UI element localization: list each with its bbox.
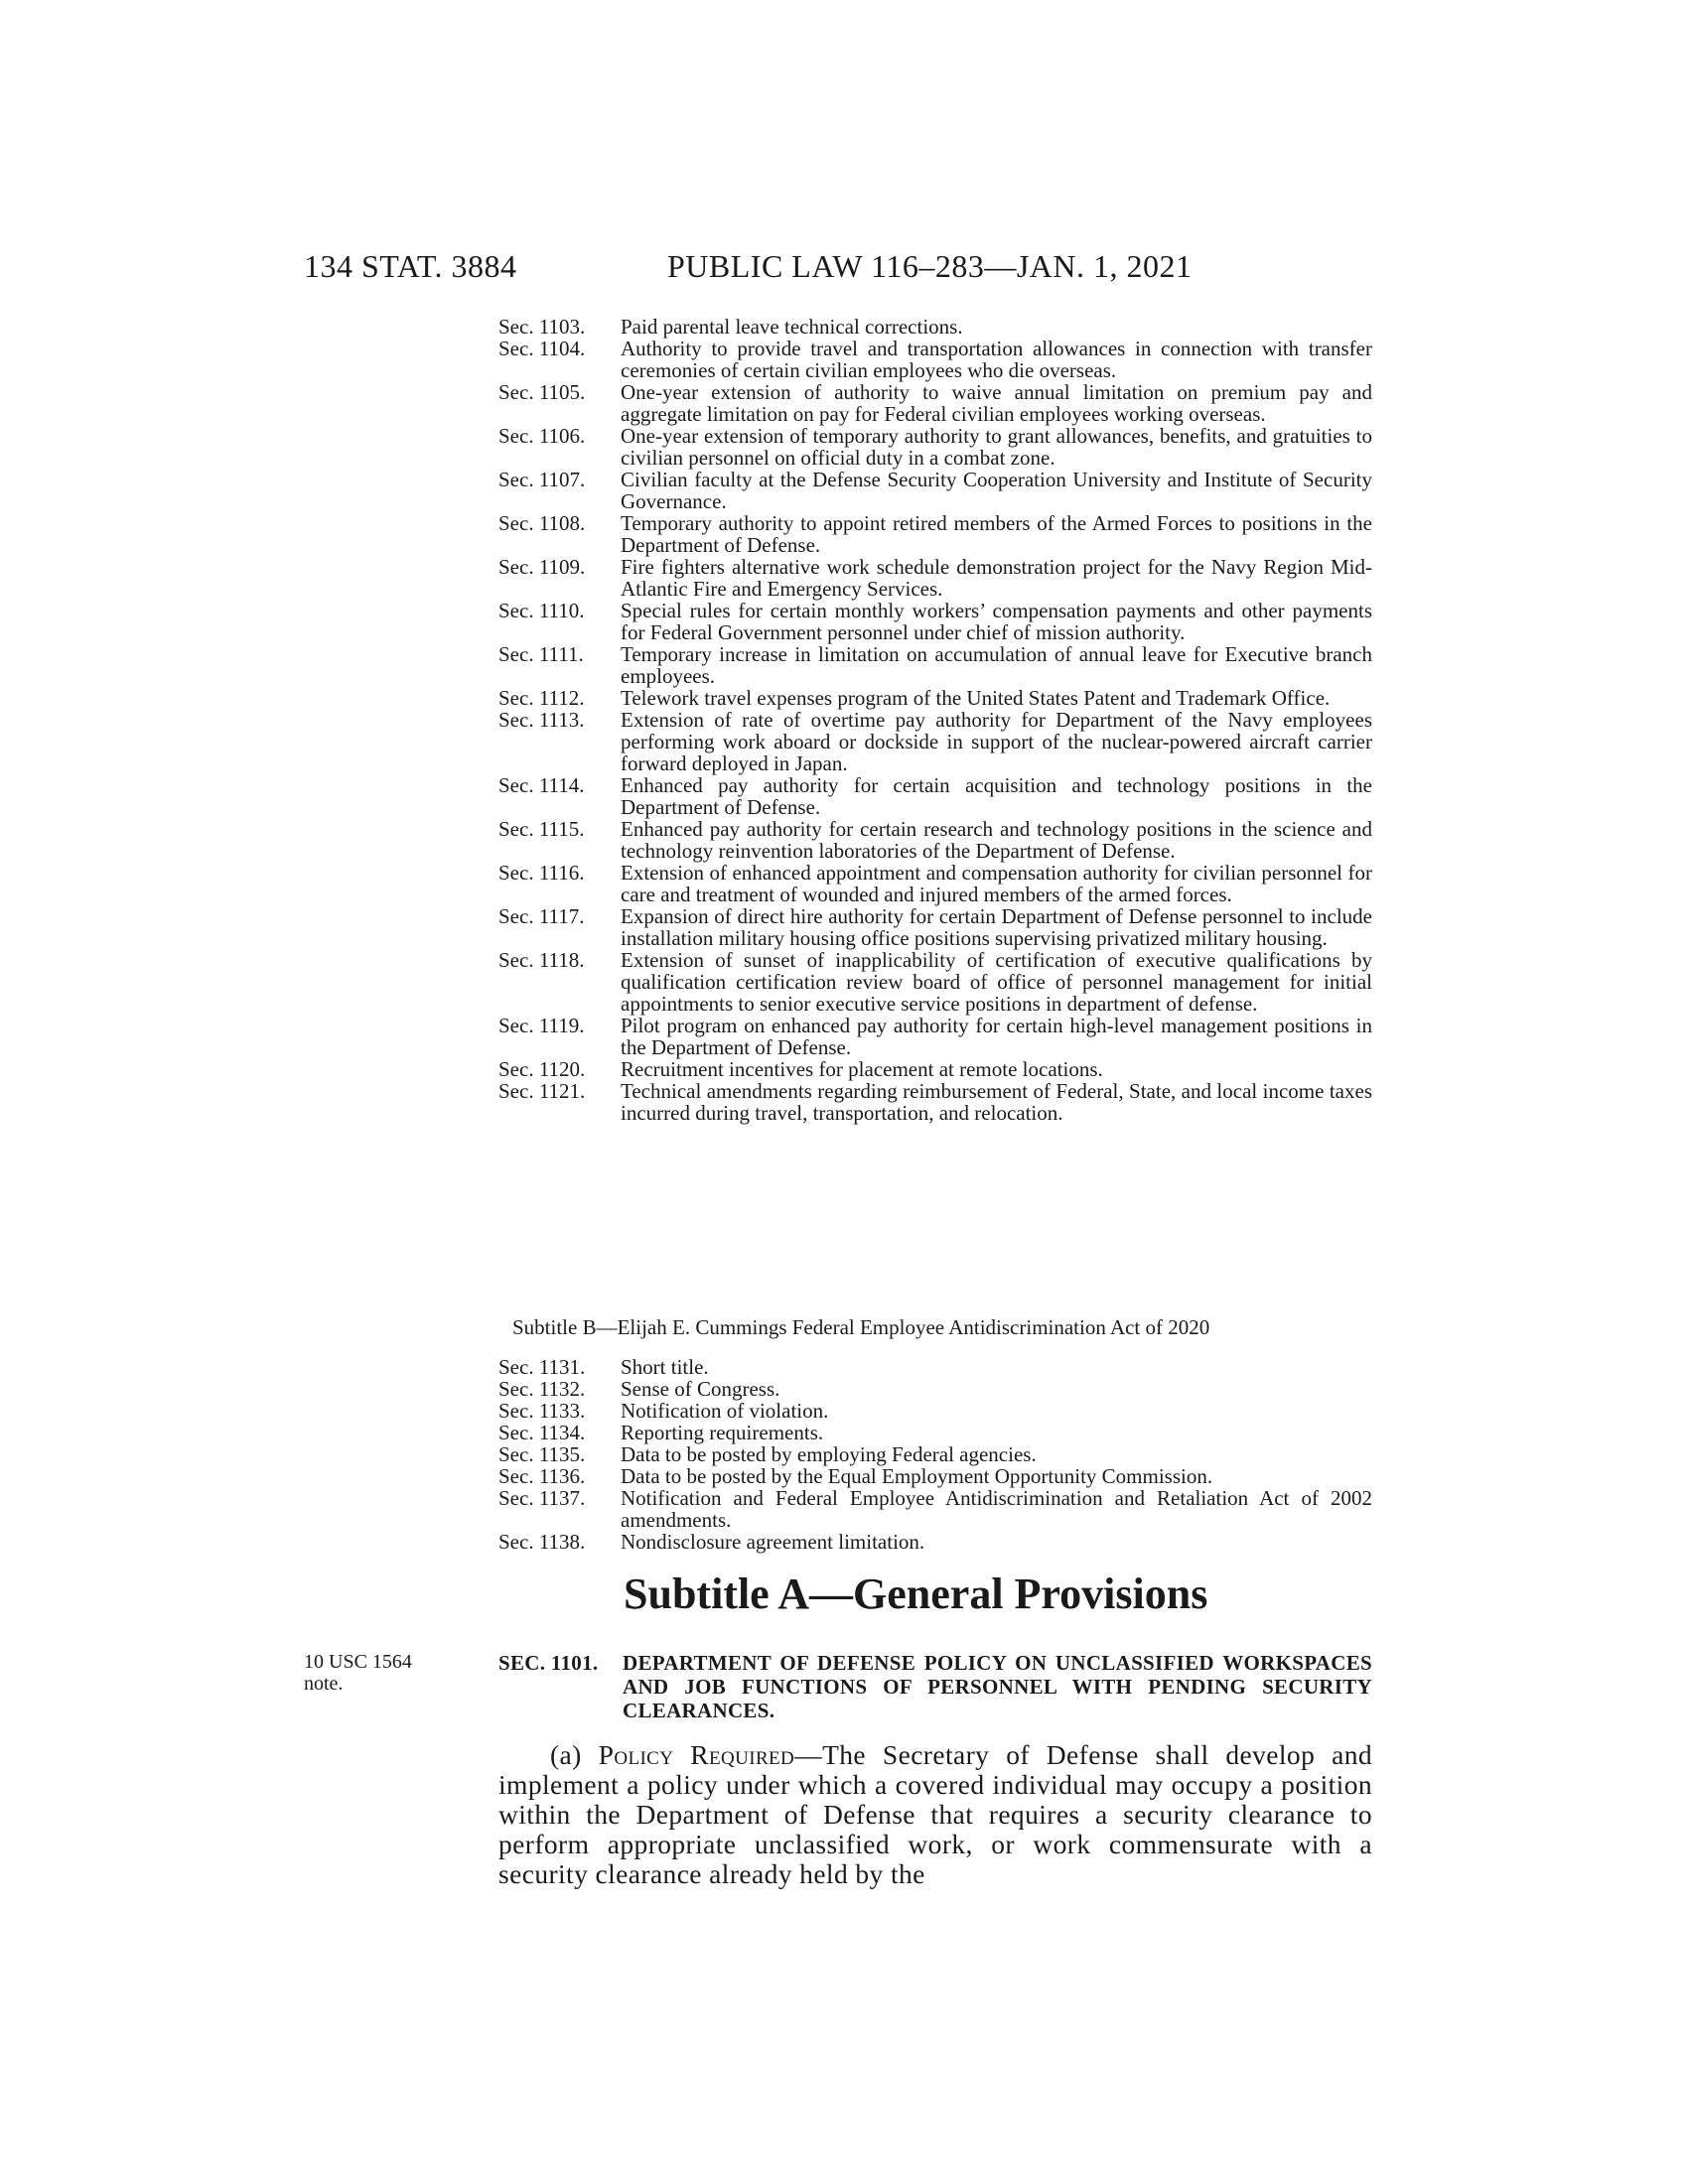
- toc-entry: [498, 1080, 1372, 1124]
- toc-entry-title: Fire fighters alternative work schedule demonstration project for the Navy Region Mid-Atlantic Fire and Emergency Services.: [621, 555, 1372, 601]
- toc-entry-title: Paid parental leave technical corrections.: [621, 315, 963, 339]
- toc-entry: [498, 512, 1372, 556]
- toc-entry-number: Sec. 1131.: [498, 1355, 586, 1379]
- toc-entry: [498, 1356, 1372, 1378]
- toc-entry: [498, 1378, 1372, 1400]
- toc-entry-number: Sec. 1121.: [498, 1079, 586, 1103]
- stat-page-number: 134 STAT. 3884: [304, 248, 517, 284]
- toc-entry: [498, 316, 1372, 338]
- toc-entry: [498, 818, 1372, 862]
- paragraph-a: [498, 1740, 1372, 1889]
- toc-entry-title: Extension of rate of overtime pay authority for Department of the Navy employees performing work aboard or dockside in support of the nuclear-powered aircraft carrier forward deployed in Japan.: [621, 708, 1372, 775]
- toc-entry-title: Expansion of direct hire authority for certain Department of Defense personnel to include installation military housing office positions supervising privatized military housing.: [621, 904, 1372, 950]
- toc-entry-number: Sec. 1137.: [498, 1486, 586, 1510]
- toc-entry-number: Sec. 1136.: [498, 1464, 586, 1488]
- toc-entry-title: Temporary authority to appoint retired members of the Armed Forces to positions in the Department of Defense.: [621, 511, 1372, 557]
- toc-entry-title: Notification and Federal Employee Antidiscrimination and Retaliation Act of 2002 amendments.: [621, 1486, 1372, 1532]
- toc-entry: [498, 600, 1372, 643]
- paragraph-label: (a): [550, 1739, 582, 1770]
- toc-entry-title: Sense of Congress.: [621, 1377, 780, 1401]
- law-title: PUBLIC LAW 116–283—JAN. 1, 2021: [667, 248, 1193, 284]
- toc-entry-number: Sec. 1120.: [498, 1057, 586, 1081]
- toc-entry: [498, 1422, 1372, 1443]
- toc-entry-number: Sec. 1138.: [498, 1530, 586, 1554]
- subtitle-b-heading: Subtitle B—Elijah E. Cummings Federal Employee Antidiscrimination Act of 2020: [512, 1315, 1210, 1339]
- toc-entry-title: Recruitment incentives for placement at remote locations.: [621, 1057, 1103, 1081]
- toc-entry: [498, 338, 1372, 381]
- toc-entry: [498, 1400, 1372, 1422]
- toc-entry-title: Short title.: [621, 1355, 709, 1379]
- toc-entry-title: Data to be posted by the Equal Employment Opportunity Commission.: [621, 1464, 1213, 1488]
- toc-entry: [498, 774, 1372, 818]
- toc-entry-number: Sec. 1135.: [498, 1442, 586, 1466]
- toc-entry-number: Sec. 1117.: [498, 904, 585, 928]
- toc-entry: [498, 1465, 1372, 1487]
- paragraph-heading: Policy Required: [598, 1739, 795, 1770]
- toc-entry-title: One-year extension of temporary authority to grant allowances, benefits, and gratuities to civilian personnel on official duty in a combat zone.: [621, 424, 1372, 470]
- toc-entry-number: Sec. 1107.: [498, 468, 586, 491]
- toc-entry-title: Notification of violation.: [621, 1399, 829, 1423]
- toc-entry-number: Sec. 1118.: [498, 948, 585, 972]
- toc-entry-number: Sec. 1104.: [498, 337, 586, 360]
- toc-entry-title: One-year extension of authority to waive annual limitation on premium pay and aggregate limitation on pay for Federal civilian employees working overseas.: [621, 380, 1372, 426]
- toc-entry-number: Sec. 1106.: [498, 424, 586, 448]
- toc-entry-title: Extension of enhanced appointment and compensation authority for civilian personnel for care and treatment of wounded and injured members of the armed forces.: [621, 861, 1372, 906]
- toc-entry: [498, 949, 1372, 1015]
- toc-entry: [498, 709, 1372, 774]
- toc-entry-number: Sec. 1119.: [498, 1014, 585, 1037]
- toc-entry-title: Authority to provide travel and transportation allowances in connection with transfer ceremonies of certain civilian employees who die overseas.: [621, 337, 1372, 382]
- toc-entry-title: Enhanced pay authority for certain research and technology positions in the science and technology reinvention laboratories of the Department of Defense.: [621, 817, 1372, 863]
- toc-entry-title: Reporting requirements.: [621, 1421, 824, 1444]
- toc-entry: [498, 1487, 1372, 1531]
- toc-entry-title: Data to be posted by employing Federal agencies.: [621, 1442, 1037, 1466]
- toc-entry-number: Sec. 1110.: [498, 599, 585, 622]
- toc-entry-number: Sec. 1108.: [498, 511, 586, 535]
- toc-entry: [498, 1531, 1372, 1553]
- toc-entry: [498, 1015, 1372, 1058]
- toc-entry-number: Sec. 1133.: [498, 1399, 586, 1423]
- toc-entry: [498, 425, 1372, 469]
- toc-entry-number: Sec. 1115.: [498, 817, 585, 841]
- toc-entry-number: Sec. 1112.: [498, 686, 585, 710]
- toc-entry-number: Sec. 1111.: [498, 642, 584, 666]
- paragraph-text: —The Secretary of Defense shall develop and implement a policy under which a covered individual may occupy a position within the Department of Defense that requires a security clearance to perform appropriate unclassified work, or work commensurate with a security clearance already held by the: [498, 1739, 1373, 1889]
- toc-entry: [498, 1443, 1372, 1465]
- toc-entry-title: Technical amendments regarding reimbursement of Federal, State, and local income taxes incurred during travel, transportation, and relocation.: [621, 1079, 1372, 1125]
- toc-entry-title: Nondisclosure agreement limitation.: [621, 1530, 925, 1554]
- toc-entry-number: Sec. 1114.: [498, 773, 585, 797]
- toc-entry-number: Sec. 1109.: [498, 555, 586, 579]
- toc-entry-title: Enhanced pay authority for certain acquisition and technology positions in the Department of Defense.: [621, 773, 1372, 819]
- toc-entry-number: Sec. 1132.: [498, 1377, 586, 1401]
- toc-entry-title: Extension of sunset of inapplicability of certification of executive qualifications by qualification certification review board of office of personnel management for initial appointments to senior executive service positions in department of defense.: [621, 948, 1372, 1016]
- toc-entry: [498, 905, 1372, 949]
- toc-entry: [498, 862, 1372, 905]
- toc-entry: [498, 1058, 1372, 1080]
- section-number: SEC. 1101.: [498, 1651, 599, 1675]
- toc-entry: [498, 381, 1372, 425]
- toc-entry: [498, 687, 1372, 709]
- toc-entry-number: Sec. 1113.: [498, 708, 585, 732]
- toc-entry-title: Temporary increase in limitation on accumulation of annual leave for Executive branch employees.: [621, 642, 1372, 688]
- toc-entry-number: Sec. 1116.: [498, 861, 585, 885]
- toc-entry-title: Pilot program on enhanced pay authority for certain high-level management positions in the Department of Defense.: [621, 1014, 1372, 1059]
- margin-note: 10 USC 1564 note.: [304, 1651, 412, 1695]
- toc-entry-title: Special rules for certain monthly workers’ compensation payments and other payments for Federal Government personnel under chief of mission authority.: [621, 599, 1372, 644]
- toc-entry-number: Sec. 1105.: [498, 380, 586, 404]
- toc-entry: [498, 556, 1372, 600]
- section-heading: [498, 1651, 1372, 1722]
- table-of-contents-subtitle-a: [498, 316, 1372, 1124]
- toc-entry-number: Sec. 1103.: [498, 315, 586, 339]
- toc-entry: [498, 469, 1372, 512]
- subtitle-a-heading: Subtitle A—General Provisions: [624, 1570, 1208, 1618]
- section-title: DEPARTMENT OF DEFENSE POLICY ON UNCLASSIFIED WORKSPACES AND JOB FUNCTIONS OF PERSONNEL WITH PENDING SECURITY CLEARANCES.: [623, 1651, 1372, 1722]
- table-of-contents-subtitle-b: [498, 1356, 1372, 1553]
- toc-entry-title: Civilian faculty at the Defense Security Cooperation University and Institute of Security Governance.: [621, 468, 1372, 513]
- toc-entry-number: Sec. 1134.: [498, 1421, 586, 1444]
- toc-entry-title: Telework travel expenses program of the United States Patent and Trademark Office.: [621, 686, 1331, 710]
- toc-entry: [498, 643, 1372, 687]
